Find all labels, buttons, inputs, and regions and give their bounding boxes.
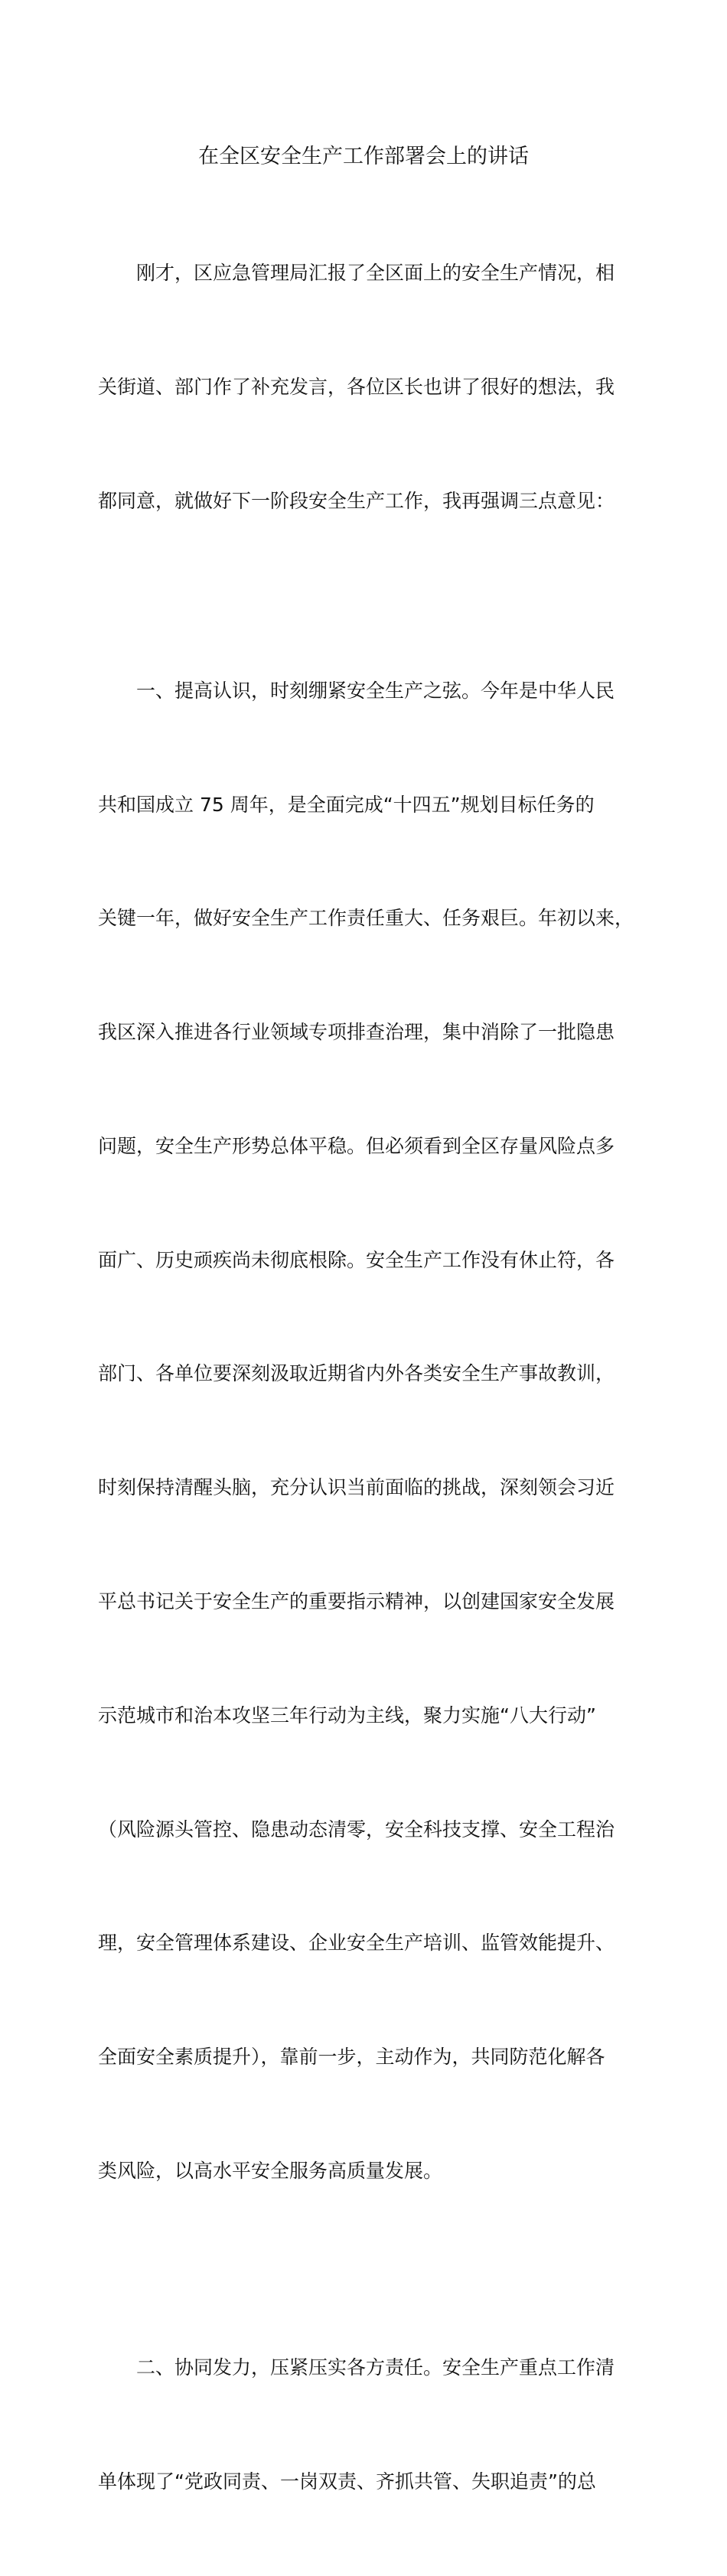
text-line: 刚才，区应急管理局汇报了全区面上的安全生产情况，相	[136, 262, 615, 285]
text-line: 问题，安全生产形势总体平稳。但必须看到全区存量风险点多	[98, 1134, 615, 1157]
text-line: 理，安全管理体系建设、企业安全生产培训、监管效能提升、	[98, 1932, 615, 1955]
text-line: （风险源头管控、隐患动态清零，安全科技支撑、安全工程治	[98, 1818, 615, 1841]
text-line: 单体现了“党政同责、一岗双责、齐抓共管、失职追责”的总	[98, 2470, 596, 2493]
text-line: 关键一年，做好安全生产工作责任重大、任务艰巨。年初以来，	[98, 907, 634, 930]
text-line: 我区深入推进各行业领域专项排查治理，集中消除了一批隐患	[98, 1021, 615, 1044]
text-line: 二、协同发力，压紧压实各方责任。安全生产重点工作清	[136, 2356, 615, 2379]
text-line: 面广、历史顽疾尚未彻底根除。安全生产工作没有休止符，各	[98, 1248, 615, 1271]
paragraph-intro	[98, 178, 641, 596]
text-line: 平总书记关于安全生产的重要指示精神，以创建国家安全发展	[98, 1590, 615, 1612]
text-line: 部门、各单位要深刻汲取近期省内外各类安全生产事故教训，	[98, 1362, 615, 1385]
text-line: 时刻保持清醒头脑，充分认识当前面临的挑战，深刻领会习近	[98, 1476, 615, 1499]
document-body	[98, 178, 641, 2576]
document-title: 在全区安全生产工作部署会上的讲话	[198, 145, 529, 168]
text-line: 示范城市和治本攻坚三年行动为主线，聚力实施“八大行动”	[98, 1704, 596, 1727]
paragraph-section-one	[98, 596, 641, 2266]
text-line: 全面安全素质提升），靠前一步，主动作为，共同防范化解各	[98, 2046, 605, 2069]
text-line: 一、提高认识，时刻绷紧安全生产之弦。今年是中华人民	[136, 679, 615, 702]
paragraph-spacer	[98, 2266, 641, 2273]
text-line: 关街道、部门作了补充发言，各位区长也讲了很好的想法，我	[98, 375, 615, 398]
paragraph-section-two	[98, 2273, 641, 2576]
text-line: 类风险，以高水平安全服务高质量发展。	[98, 2159, 443, 2182]
text-line: 共和国成立 75 周年，是全面完成“十四五”规划目标任务的	[98, 793, 595, 816]
text-line: 都同意，就做好下一阶段安全生产工作，我再强调三点意见：	[98, 489, 615, 512]
